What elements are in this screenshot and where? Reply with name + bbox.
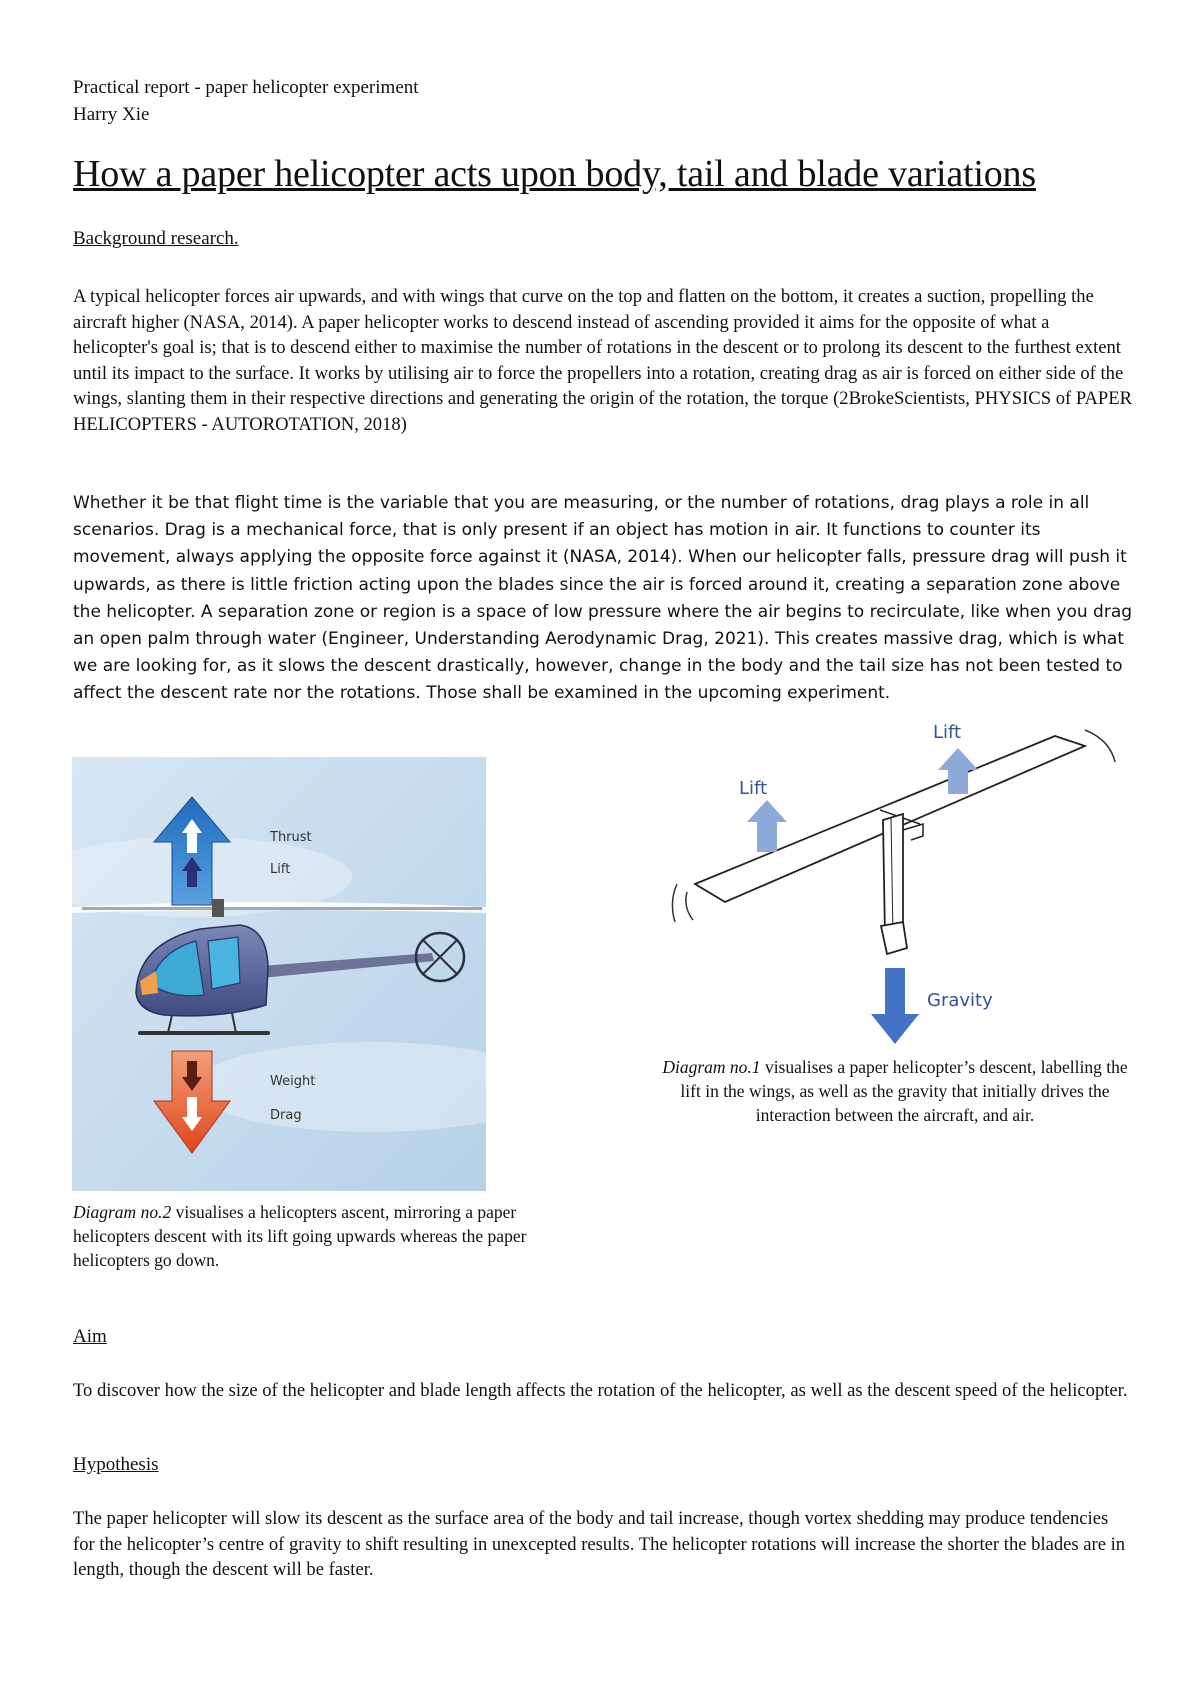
gravity-label: Gravity xyxy=(927,990,993,1011)
hypothesis-heading: Hypothesis xyxy=(73,1454,159,1475)
diagram-1-caption-label: Diagram no.1 xyxy=(662,1057,761,1077)
rotation-arc-icon xyxy=(1085,730,1115,762)
report-header xyxy=(73,74,419,128)
aim-text: To discover how the size of the helicopter and blade length affects the rotation of the helicopter, as well as the descent speed of the helicopter. xyxy=(73,1380,1128,1401)
background-paragraph-1: A typical helicopter forces air upwards, and with wings that curve on the top and flatten on the bottom, it creates a suction, propelling the aircraft higher (NASA, 2014). A paper helicopter works to descend instead of ascending provided it aims for the opposite of what a helicopter's goal is; that is to descend either to maximise the number of rotations in the descent or to prolong its descent to the furthest extent until its impact to the surface. It works by utilising air to force the propellers into a rotation, creating drag as air is forced on either side of the wings, slanting them in their respective directions and generating the origin of the rotation, the torque (2BrokeScientists, PHYSICS of PAPER HELICOPTERS - AUTOROTATION, 2018) xyxy=(73,286,1132,435)
diagram-2-caption xyxy=(73,1200,543,1272)
report-subtitle: Practical report - paper helicopter experiment xyxy=(73,77,419,98)
diagram-1-caption-text: visualises a paper helicopter’s descent, labelling the lift in the wings, as well as the gravity that initially drives the interaction between the aircraft, and air. xyxy=(680,1057,1128,1125)
author-name: Harry Xie xyxy=(73,104,150,125)
diagram-2-helicopter xyxy=(72,757,486,1191)
diagram-2-caption-text: visualises a helicopters ascent, mirroring a paper helicopters descent with its lift going upwards whereas the paper helicopters go down. xyxy=(73,1202,527,1270)
gravity-arrow-icon xyxy=(871,968,919,1044)
aim-heading: Aim xyxy=(73,1326,107,1347)
diagram-1-paper-helicopter xyxy=(655,712,1125,1052)
weight-label: Weight xyxy=(270,1074,316,1089)
diagram-1-caption xyxy=(650,1055,1140,1127)
lift-label: Lift xyxy=(270,862,291,877)
background-paragraph-2: Whether it be that flight time is the variable that you are measuring, or the number of rotations, drag plays a role in all scenarios. Drag is a mechanical force, that is only present if an object has motion in air. It functions to counter its movement, always applying the opposite force against it (NASA, 2014). When our helicopter falls, pressure drag will push it upwards, as there is little friction acting upon the blades since the air is forced around it, creating a separation zone above the helicopter. A separation zone or region is a space of low pressure where the air begins to recirculate, like when you drag an open palm through water (Engineer, Understanding Aerodynamic Drag, 2021). This creates massive drag, which is what we are looking for, as it slows the descent drastically, however, change in the body and the tail size has not been tested to affect the descent rate nor the rotations. Those shall be examined in the upcoming experiment. xyxy=(73,493,1133,704)
page-title: How a paper helicopter acts upon body, tail and blade variations xyxy=(73,153,1036,195)
lift-label-left: Lift xyxy=(739,778,768,799)
background-heading: Background research. xyxy=(73,228,239,249)
paper-body-icon xyxy=(881,814,923,954)
diagram-2-caption-label: Diagram no.2 xyxy=(73,1202,172,1222)
thrust-label: Thrust xyxy=(270,830,312,845)
hypothesis-text: The paper helicopter will slow its descent as the surface area of the body and tail increase, though vortex shedding may produce tendencies for the helicopter’s centre of gravity to shift resulting in unexcepted results. The helicopter rotations will increase the shorter the blades are in length, though the descent will be faster. xyxy=(73,1508,1126,1580)
drag-label: Drag xyxy=(270,1108,302,1123)
rotation-arc-icon xyxy=(672,884,677,922)
lift-label-right: Lift xyxy=(933,722,962,743)
lift-arrow-left-icon xyxy=(747,800,787,852)
rotation-arc-icon xyxy=(686,892,693,920)
